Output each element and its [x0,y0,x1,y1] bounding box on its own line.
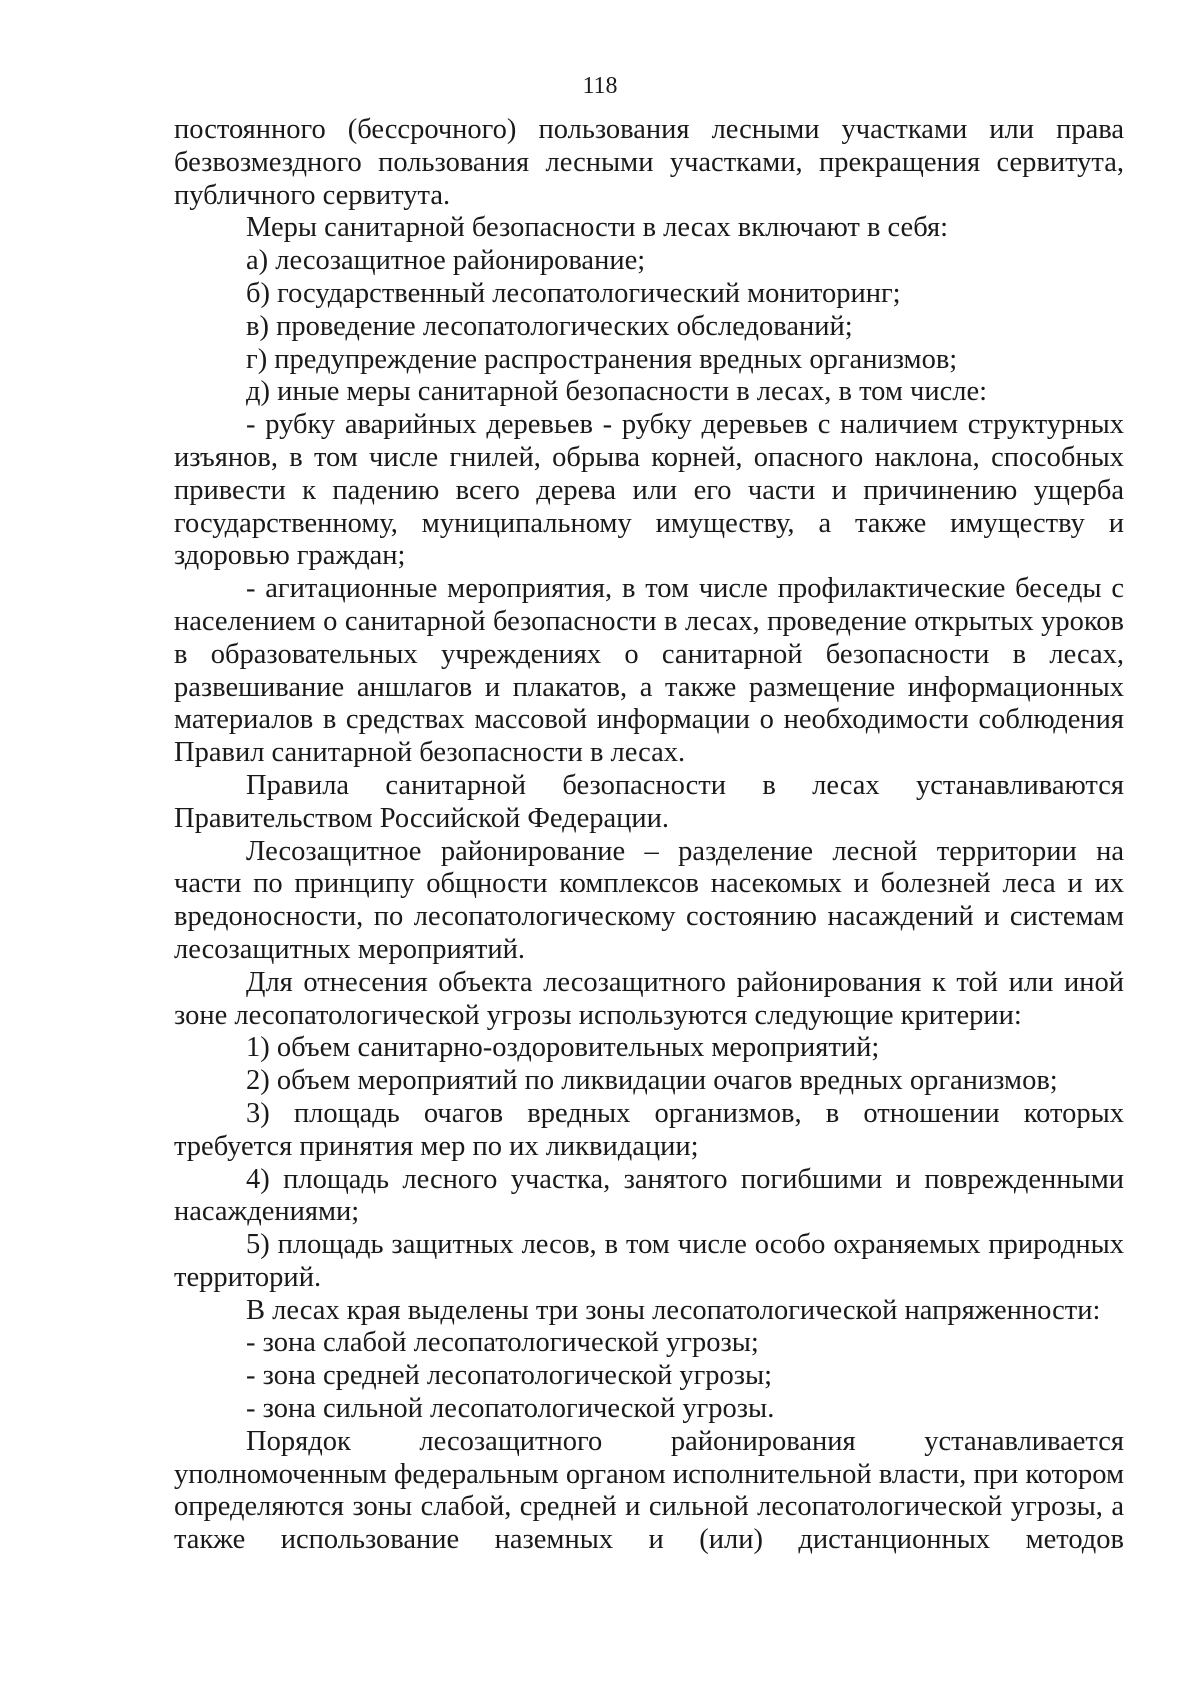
bullet-emergency-trees: - рубку аварийных деревьев - рубку деревьев с наличием структурных изъянов, в том числе гнилей, обрыва корней, опасного наклона, способных привести к падению всего дерева или его части и причинению ущерба государственному, муниципальному имуществу, а также имуществу и здоровью граждан; [174,409,1124,572]
paragraph-zoning-definition: Лесозащитное районирование – разделение лесной территории на части по принципу общности комплексов насекомых и болезней леса и их вредоносности, по лесопатологическому состоянию насаждений и системам лесозащитных мероприятий. [174,835,1124,965]
criterion-3: 3) площадь очагов вредных организмов, в отношении которых требуется принятия мер по их ликвидации; [174,1097,1124,1162]
zone-weak: - зона слабой лесопатологической угрозы; [246,1327,759,1359]
list-item-g: г) предупреждение распространения вредных организмов; [246,343,958,375]
criterion-1: 1) объем санитарно-оздоровительных мероприятий; [246,1032,880,1064]
list-item-d: д) иные меры санитарной безопасности в лесах, в том числе: [246,376,988,408]
zone-medium: - зона средней лесопатологической угрозы; [246,1360,773,1392]
paragraph-rules: Правила санитарной безопасности в лесах устанавливаются Правительством Российской Федерации. [174,769,1124,834]
list-item-b: б) государственный лесопатологический мониторинг; [246,277,901,309]
body-text [174,114,1124,1557]
list-item-a: а) лесозащитное районирование; [246,245,646,277]
criterion-5: 5) площадь защитных лесов, в том числе особо охраняемых природных территорий. [174,1229,1124,1293]
paragraph-criteria-heading: Для отнесения объекта лесозащитного районирования к той или иной зоне лесопатологической угрозы используются следующие критерии: [174,966,1124,1031]
paragraph-measures-heading: Меры санитарной безопасности в лесах включают в себя: [246,212,949,244]
paragraph-intro-continuation: постоянного (бессрочного) пользования лесными участками или права безвозмездного пользования лесными участками, прекращения сервитута, публичного сервитута. [174,114,1124,211]
criterion-4: 4) площадь лесного участка, занятого погибшими и поврежденными насаждениями; [174,1163,1124,1228]
list-item-v: в) проведение лесопатологических обследований; [246,310,853,342]
page-number: 118 [582,73,618,99]
criterion-2: 2) объем мероприятий по ликвидации очагов вредных организмов; [246,1065,1058,1097]
paragraph-zoning-procedure: Порядок лесозащитного районирования устанавливается уполномоченным федеральным органом исполнительной власти, при котором определяются зоны слабой, средней и сильной лесопатологической угрозы, а также использование наземных и (или) дистанционных методов [174,1425,1124,1556]
paragraph-zones-heading: В лесах края выделены три зоны лесопатологической напряженности: [246,1294,1101,1326]
zone-strong: - зона сильной лесопатологической угрозы. [246,1393,775,1425]
bullet-agitation-activities: - агитационные мероприятия, в том числе профилактические беседы с населением о санитарной безопасности в лесах, проведение открытых уроков в образовательных учреждениях о санитарной безопасности в лесах, развешивание аншлагов и плакатов, а также размещение информационных материалов в средствах массовой информации о необходимости соблюдения Правил санитарной безопасности в лесах. [174,573,1124,769]
